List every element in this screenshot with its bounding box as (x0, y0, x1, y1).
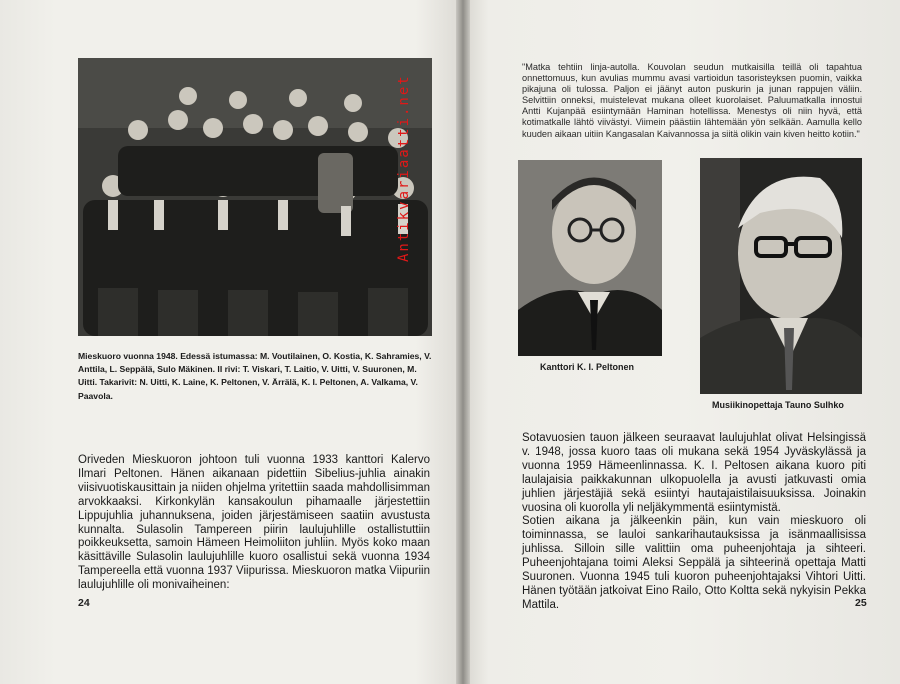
choir-group-illustration (78, 58, 432, 336)
portrait-sulhko-caption: Musiikinopettaja Tauno Sulhko (712, 400, 844, 410)
group-photo (78, 58, 432, 336)
right-body-paragraph-1: Sotavuosien tauon jälkeen seuraavat laulujuhlat olivat Helsingissä v. 1948, jossa kuoro taas oli mukana sekä 1954 Jyväskylässä ja vuonna 1959 Hämeenlinnassa. K. I. Peltosen aikana kuoro piti laulajaisia paikkakunnan ulkopuolella ja avusti jatkuvasti omia juhlien järjestäjiä sekä esiintyi hautajaistilaisuuksissa. Joinakin vuosina oli kuorolla yli neljäkymmentä esiintymistä. (522, 432, 866, 514)
right-body-text (522, 432, 866, 613)
group-photo-caption: Mieskuoro vuonna 1948. Edessä istumassa: M. Voutilainen, O. Kostia, K. Sahramies, V. Anttila, L. Seppälä, Sulo Mäkinen. II rivi: T. Viskari, T. Laitio, V. Uitti, V. Suuronen, M. Uitti. Takarivit: N. Uitti, K. Laine, K. Peltonen, V. Ärrälä, K. I. Peltonen, A. Valkama, V. Paavola. (78, 351, 432, 401)
portrait-peltonen-caption: Kanttori K. I. Peltonen (540, 362, 635, 372)
page-number-left: 24 (78, 597, 90, 609)
watermark: Antikvariaatti.net (396, 74, 412, 262)
page-number-right: 25 (855, 597, 867, 609)
left-body-text: Oriveden Mieskuoron johtoon tuli vuonna 1933 kanttori Kalervo Ilmari Peltonen. Hänen aikanaan pidettiin Sibelius-juhlia ainakin viisivuotiskausittain ja niiden ohjelma yritettiin saada mahdollisimman arvokkaaksi. Kirkonkylän kansakoulun pihamaalle järjestettiin Lippujuhlia juhannuksena, joiden järjestämiseen saatiin avustusta kunnalta. Sulasolin Tampereen piirin laulujuhlille ostallistuttiin poikkeuksetta, samoin Hämeen Heimoliiton juhliin. Myös koko maan käsittäville Sulasolin laulujuhlille kuoro osallistui sekä vuonna 1934 Tampereella että vuonna 1937 Viipurissa. Mieskuoron matka Viipuriin laulujuhlille oli monivaiheinen: (78, 454, 430, 592)
travel-quote: "Matka tehtiin linja-autolla. Kouvolan seudun mutkaisilla teillä oli tapahtua onnettomuus, kun avulias mummu avasi vartioidun tasoristeyksen puomin, vaikka pikajuna oli tulossa. Paljon ei jäänyt auton puskurin ja junan rappujen väliin. Selvittiin onneksi, muistelevat mukana olleet kuorolaiset. Paluumatkalla innostui Antti Kujanpää esiintymään Haminan hotellissa. Menestys oli niin hyvä, että kotimatkalle lähtö viivästyi. Viimein päästiin lähtemään yön selkään. Aamulla kello kuuden aikaan uitiin Kangasalan Kaivannossa ja siitä olikin vain kiven heitto kotiin." (522, 62, 862, 139)
portrait-sulhko-illustration (700, 158, 862, 394)
right-body-paragraph-2: Sotien aikana ja jälkeenkin päin, kun vain mieskuoro oli toiminnassa, se lauloi sankarihautauksissa ja isänmaallisissa juhlissa. Silloin sille valittiin oma puheenjohtaja ja sihteeri. Puheenjohtajana toimi Aleksi Seppälä ja sihteerinä opettaja Matti Suuronen. Vuonna 1945 tuli kuoron puheenjohtajaksi Vihtori Uitti. Hänen työtään jatkoivat Eino Railo, Otto Koltta sekä nykyisin Pekka Mattila. (522, 515, 866, 611)
portrait-peltonen-illustration (518, 160, 662, 356)
portrait-peltonen (518, 160, 662, 356)
portrait-sulhko (700, 158, 862, 394)
book-gutter (456, 0, 470, 684)
